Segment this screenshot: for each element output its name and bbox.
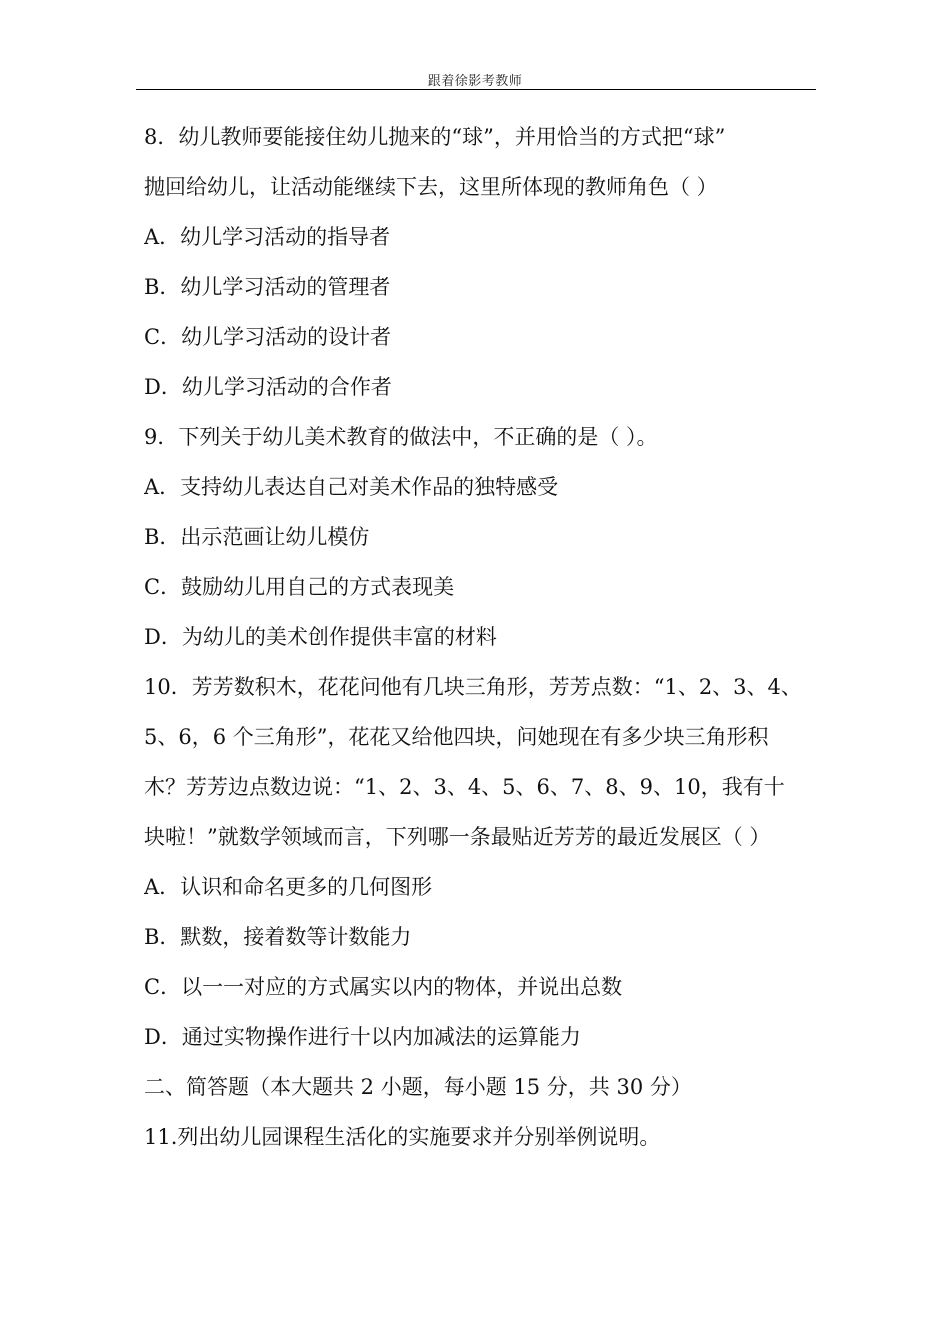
question-10-option-a: A．认识和命名更多的几何图形: [144, 875, 433, 899]
question-8-stem-line-1: 8．幼儿教师要能接住幼儿抛来的“球”，并用恰当的方式把“球”: [144, 125, 726, 149]
question-10-stem-line-3: 木？芳芳边点数边说：“1、2、3、4、5、6、7、8、9、10，我有十: [144, 775, 785, 799]
question-9-stem: 9．下列关于幼儿美术教育的做法中，不正确的是（ ）。: [144, 425, 658, 449]
question-10-stem-line-4: 块啦！”就数学领域而言，下列哪一条最贴近芳芳的最近发展区（ ）: [144, 825, 771, 849]
question-9-option-a: A．支持幼儿表达自己对美术作品的独特感受: [144, 475, 559, 499]
question-8-option-d: D．幼儿学习活动的合作者: [144, 375, 392, 399]
header-rule: [136, 89, 816, 90]
question-9-option-c: C．鼓励幼儿用自己的方式表现美: [144, 575, 455, 599]
question-8-option-a: A．幼儿学习活动的指导者: [144, 225, 391, 249]
page-header: 跟着徐影考教师: [427, 74, 523, 89]
question-8-option-b: B．幼儿学习活动的管理者: [144, 275, 391, 299]
question-8-option-c: C．幼儿学习活动的设计者: [144, 325, 392, 349]
question-10-option-d: D．通过实物操作进行十以内加减法的运算能力: [144, 1025, 581, 1049]
question-9-option-b: B．出示范画让幼儿模仿: [144, 525, 370, 549]
question-8-stem-line-2: 抛回给幼儿，让活动能继续下去，这里所体现的教师角色（ ）: [144, 175, 718, 199]
question-10-option-b: B．默数，接着数等计数能力: [144, 925, 412, 949]
document-body: [144, 112, 814, 1162]
question-10-stem-line-1: 10．芳芳数积木，花花问他有几块三角形，芳芳点数：“1、2、3、4、: [144, 675, 802, 699]
section-2-heading: 二、简答题（本大题共 2 小题，每小题 15 分，共 30 分）: [144, 1075, 692, 1099]
question-11-stem: 11.列出幼儿园课程生活化的实施要求并分别举例说明。: [144, 1125, 661, 1149]
question-10-option-c: C．以一一对应的方式属实以内的物体，并说出总数: [144, 975, 623, 999]
question-10-stem-line-2: 5、6，6 个三角形”，花花又给他四块，问她现在有多少块三角形积: [144, 725, 769, 749]
question-9-option-d: D．为幼儿的美术创作提供丰富的材料: [144, 625, 497, 649]
